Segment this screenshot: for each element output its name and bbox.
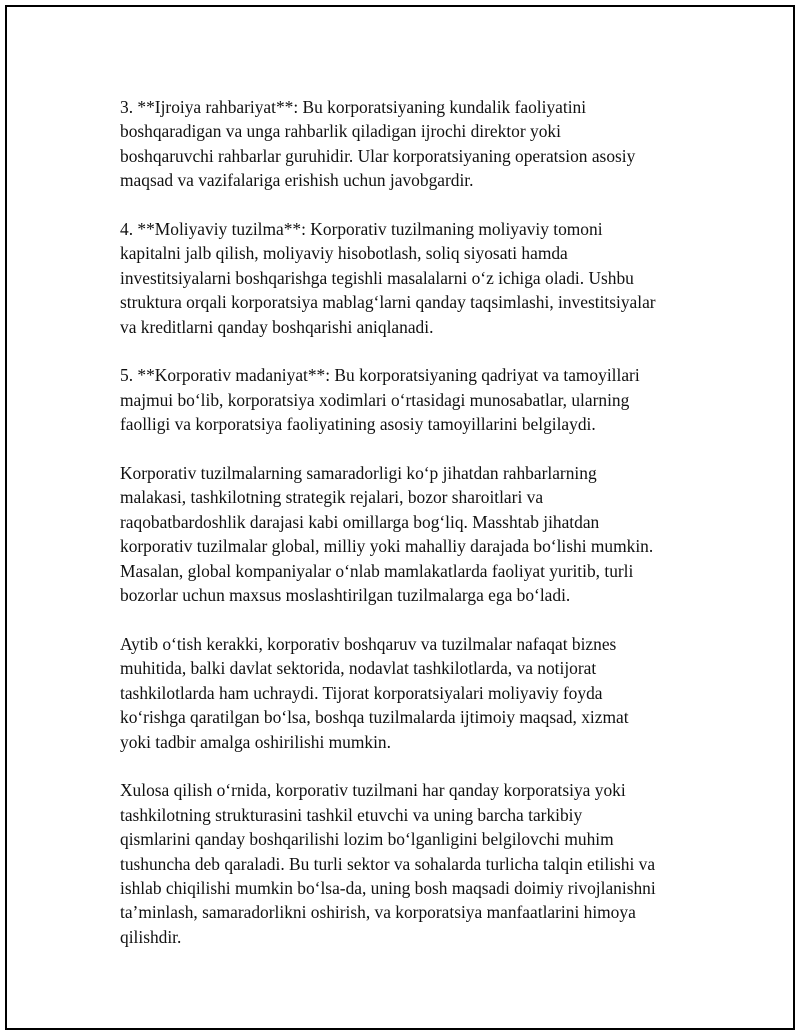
text-line: bozorlar uchun maxsus moslashtirilgan tuzilmalarga ega bo‘ladi. bbox=[120, 585, 571, 606]
text-line: ta’minlash, samaradorlikni oshirish, va korporatsiya manfaatlarini himoya bbox=[120, 902, 636, 923]
paragraph bbox=[120, 95, 700, 193]
text-line: muhitida, balki davlat sektorida, nodavlat tashkilotlarda, va notijorat bbox=[120, 658, 597, 679]
text-line: boshqaradigan va unga rahbarlik qiladigan ijrochi direktor yoki bbox=[120, 121, 561, 142]
text-line: Korporativ tuzilmalarning samaradorligi ko‘p jihatdan rahbarlarning bbox=[120, 463, 597, 484]
text-line: faolligi va korporatsiya faoliyatining asosiy tamoyillarini belgilaydi. bbox=[120, 414, 596, 435]
text-line: kapitalni jalb qilish, moliyaviy hisobotlash, soliq siyosati hamda bbox=[120, 243, 568, 264]
text-line: Masalan, global kompaniyalar o‘nlab mamlakatlarda faoliyat yuritib, turli bbox=[120, 560, 634, 581]
text-line: 5. **Korporativ madaniyat**: Bu korporatsiyaning qadriyat va tamoyillari bbox=[120, 365, 640, 386]
text-line: yoki tadbir amalga oshirilishi mumkin. bbox=[120, 731, 391, 752]
text-line: maqsad va vazifalariga erishish uchun javobgardir. bbox=[120, 170, 474, 191]
text-line: majmui bo‘lib, korporatsiya xodimlari o‘rtasidagi munosabatlar, ularning bbox=[120, 389, 630, 410]
text-line: investitsiyalarni boshqarishga tegishli masalalarni o‘z ichiga oladi. Ushbu bbox=[120, 267, 634, 288]
text-line: Xulosa qilish o‘rnida, korporativ tuzilmani har qanday korporatsiya yoki bbox=[120, 780, 626, 801]
document-body bbox=[120, 95, 700, 974]
text-line: va kreditlarni qanday boshqarishi aniqlanadi. bbox=[120, 316, 434, 337]
text-line: tushuncha deb qaraladi. Bu turli sektor va sohalarda turlicha talqin etilishi va bbox=[120, 853, 656, 874]
text-line: struktura orqali korporatsiya mablag‘larni qanday taqsimlashi, investitsiyalar bbox=[120, 292, 656, 313]
paragraph bbox=[120, 363, 700, 436]
page-frame bbox=[5, 5, 795, 1030]
paragraph bbox=[120, 632, 700, 754]
text-line: malakasi, tashkilotning strategik rejalari, bozor sharoitlari va bbox=[120, 487, 544, 508]
text-line: 3. **Ijroiya rahbariyat**: Bu korporatsiyaning kundalik faoliyatini bbox=[120, 97, 587, 117]
text-line: korporativ tuzilmalar global, milliy yoki mahalliy darajada bo‘lishi mumkin. bbox=[120, 536, 654, 557]
text-line: boshqaruvchi rahbarlar guruhidir. Ular korporatsiyaning operatsion asosiy bbox=[120, 145, 636, 166]
text-line: tashkilotning strukturasini tashkil etuvchi va uning barcha tarkibiy bbox=[120, 804, 583, 825]
paragraph bbox=[120, 461, 700, 607]
text-line: qismlarini qanday boshqarilishi lozim bo‘lganligini belgilovchi muhim bbox=[120, 829, 614, 850]
text-line: Aytib o‘tish kerakki, korporativ boshqaruv va tuzilmalar nafaqat biznes bbox=[120, 633, 617, 654]
paragraph bbox=[120, 217, 700, 339]
text-line: raqobatbardoshlik darajasi kabi omillarga bog‘liq. Masshtab jihatdan bbox=[120, 511, 600, 532]
text-line: 4. **Moliyaviy tuzilma**: Korporativ tuzilmaning moliyaviy tomoni bbox=[120, 219, 603, 240]
text-line: ishlab chiqilishi mumkin bo‘lsa-da, uning bosh maqsadi doimiy rivojlanishni bbox=[120, 877, 656, 898]
text-line: qilishdir. bbox=[120, 926, 182, 947]
text-line: ko‘rishga qaratilgan bo‘lsa, boshqa tuzilmalarda ijtimoiy maqsad, xizmat bbox=[120, 707, 629, 728]
paragraph bbox=[120, 778, 700, 949]
text-line: tashkilotlarda ham uchraydi. Tijorat korporatsiyalari moliyaviy foyda bbox=[120, 682, 603, 703]
